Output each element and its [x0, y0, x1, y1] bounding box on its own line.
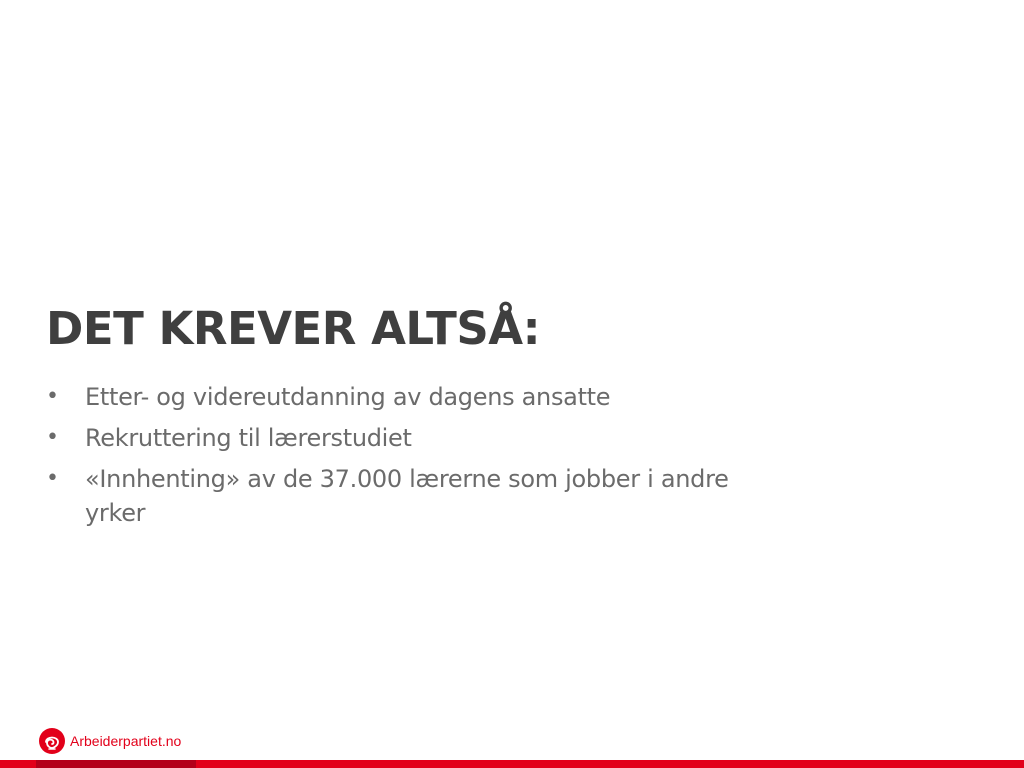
- bullet-item: [46, 380, 766, 414]
- bullet-item: [46, 421, 766, 455]
- bullet-marker: •: [46, 425, 59, 450]
- bullet-item: [46, 462, 766, 530]
- slide-content: [46, 298, 766, 537]
- bullet-text: «Innhenting» av de 37.000 lærerne som jobber i andre yrker: [85, 465, 729, 527]
- bullet-text: Rekruttering til lærerstudiet: [85, 424, 412, 452]
- bullet-list: [46, 380, 766, 530]
- slide-title: DET KREVER ALTSÅ:: [46, 302, 541, 355]
- bullet-marker: •: [46, 384, 59, 409]
- logo-text: Arbeiderpartiet.no: [70, 733, 182, 749]
- rose-icon: [38, 727, 66, 755]
- bullet-marker: •: [46, 466, 59, 491]
- bullet-text: Etter- og videreutdanning av dagens ansatte: [85, 383, 611, 411]
- footer-bar-accent: [36, 760, 196, 768]
- footer-logo: [38, 727, 181, 755]
